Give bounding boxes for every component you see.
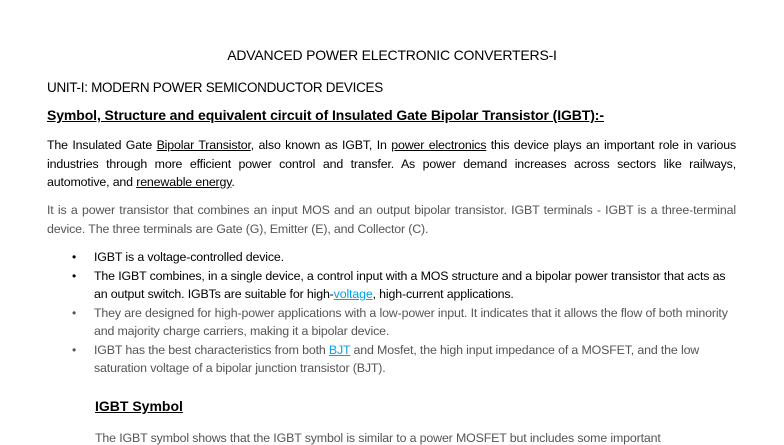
power-electronics-link[interactable]: power electronics [391, 138, 487, 152]
list-item [47, 248, 736, 267]
bullet-icon: • [72, 250, 77, 264]
list-item-text: and Mosfet, the high input impedance of a MOSFET, and the low saturation voltage of a bipolar junction transistor (BJT). [94, 342, 700, 375]
truncated-paragraph: The IGBT symbol shows that the IGBT symbol is similar to a power MOSFET but includes some important [95, 431, 661, 445]
list-item-text: They are designed for high-power applications with a low-power input. It indicates that it allows the flow of both minority and majority charge carriers, making it a bipolar device. [94, 305, 728, 338]
intro-text-2: , also known as IGBT, In [250, 138, 392, 152]
list-item [47, 341, 736, 378]
list-item-text: IGBT has the best characteristics from both [94, 342, 329, 357]
voltage-link[interactable]: voltage [333, 287, 373, 301]
list-item-text: , high-current applications. [372, 287, 514, 301]
intro-text-4: . [231, 175, 235, 189]
list-item [47, 304, 736, 341]
intro-text-3: this device plays an important role in various industries through more efficient power control and transfer. As power demand increases across sectors like railways, automotive, and [47, 138, 736, 189]
bipolar-transistor-link[interactable]: Bipolar Transistor [156, 138, 251, 152]
intro-paragraph [47, 136, 736, 192]
unit-heading: UNIT-I: MODERN POWER SEMICONDUCTOR DEVICES [47, 80, 383, 95]
bullet-icon: • [72, 342, 77, 357]
list-item [47, 267, 736, 304]
intro-text-1: The Insulated Gate [47, 138, 157, 152]
description-paragraph: It is a power transistor that combines an input MOS and an output bipolar transistor. IGBT terminals - IGBT is a three-terminal device. The three terminals are Gate (G), Emitter (E), and Collector (C). [47, 203, 736, 236]
bullet-icon: • [72, 268, 77, 283]
renewable-energy-link[interactable]: renewable energy [136, 175, 232, 189]
bjt-link[interactable]: BJT [328, 342, 351, 357]
bullet-icon: • [72, 305, 77, 320]
feature-list [47, 248, 736, 378]
igbt-symbol-heading: IGBT Symbol [95, 398, 183, 414]
document-title: ADVANCED POWER ELECTRONIC CONVERTERS-I [227, 47, 557, 63]
list-item-text: The IGBT combines, in a single device, a control input with a MOS structure and a bipolar power transistor that acts as an output switch. IGBTs are suitable for high- [94, 268, 726, 301]
list-item-text: IGBT is a voltage-controlled device. [94, 250, 284, 264]
section-heading: Symbol, Structure and equivalent circuit of Insulated Gate Bipolar Transistor (IGBT):- [47, 107, 604, 123]
